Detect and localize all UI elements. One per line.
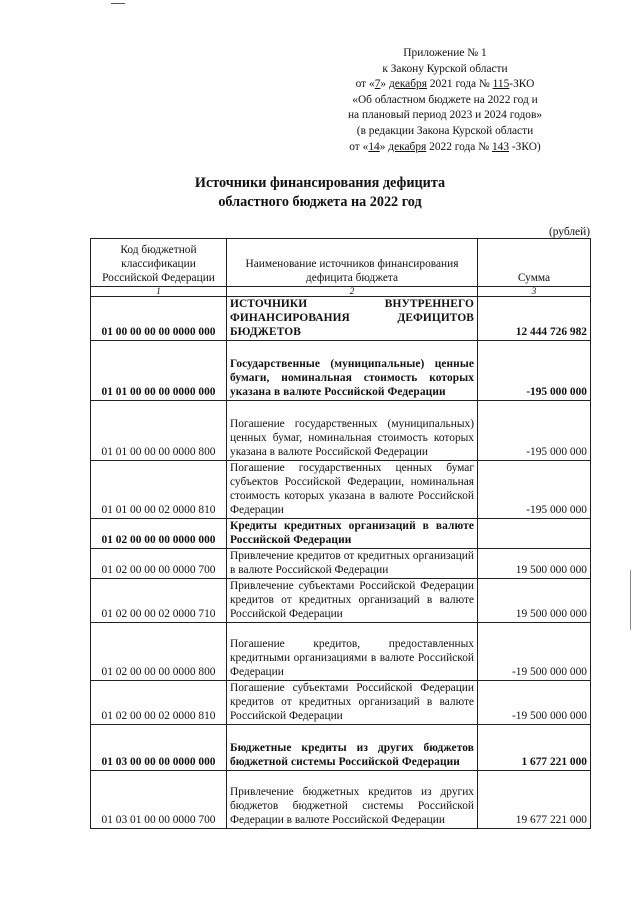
row-sum: 19 500 000 000 [478,579,591,623]
header-sum: Сумма [478,239,591,287]
row-sum: -19 500 000 000 [478,623,591,681]
row-code: 01 02 00 00 00 0000 800 [91,623,227,681]
date-year: 2022 года № [426,140,492,153]
row-name: Привлечение субъектами Российской Федерации кредитов от кредитных организаций в валюте Российской Федерации [227,579,478,623]
amend-day: 14 [368,140,380,153]
law-day: 7 [374,78,381,91]
table-row [91,681,591,725]
row-name: Погашение государственных (муниципальных) ценных бумаг, номинальная стоимость которых указана в валюте Российской Федерации [227,401,478,461]
date-sep: » [380,78,389,91]
row-name: ИСТОЧНИКИ ВНУТРЕННЕГО ФИНАНСИРОВАНИЯ ДЕФИЦИТОВ БЮДЖЕТОВ [227,297,478,341]
row-sum: -195 000 000 [478,341,591,401]
row-sum: 1 677 221 000 [478,725,591,771]
column-number-row [91,287,591,297]
row-code: 01 01 00 00 02 0000 810 [91,461,227,519]
units-label: (рублей) [548,226,590,238]
page-title [120,174,520,212]
table-row [91,549,591,579]
col-number: 1 [91,287,227,297]
date-prefix: от « [355,78,375,91]
appendix-line-3 [300,77,590,93]
title-line-1: Источники финансирования дефицита [194,175,446,191]
row-sum: 19 677 221 000 [478,771,591,829]
appendix-line-1: Приложение № 1 [403,47,487,59]
row-code: 01 02 00 00 00 0000 700 [91,549,227,579]
title-line-2: областного бюджета на 2022 год [218,194,422,210]
amend-month: декабря [388,140,427,153]
row-code: 01 00 00 00 00 0000 000 [91,297,227,341]
appendix-line-5: на плановый период 2023 и 2024 годов» [347,109,543,122]
row-code: 01 01 00 00 00 0000 000 [91,341,227,401]
row-code: 01 01 00 00 00 0000 800 [91,401,227,461]
row-code: 01 03 00 00 00 0000 000 [91,725,227,771]
appendix-block [300,46,590,155]
row-name: Привлечение бюджетных кредитов из других бюджетов бюджетной системы Российской Федерации в валюте Российской Федерации [227,771,478,829]
table-row [91,725,591,771]
row-code: 01 02 00 00 02 0000 810 [91,681,227,725]
date-sep: » [379,140,389,153]
row-code: 01 02 00 00 02 0000 710 [91,579,227,623]
table-row [91,297,591,341]
row-sum: 12 444 726 982 [478,297,591,341]
row-name: Погашение государственных ценных бумаг субъектов Российской Федерации, номинальная стоимость которых указана в валюте Российской Федерации [227,461,478,519]
col-number: 2 [227,287,478,297]
row-code: 01 02 00 00 00 0000 000 [91,519,227,549]
row-sum: -195 000 000 [478,461,591,519]
header-code: Код бюджетной классификации Российской Федерации [91,239,227,287]
row-name: Государственные (муниципальные) ценные бумаги, номинальная стоимость которых указана в валюте Российской Федерации [227,341,478,401]
table-row [91,519,591,549]
appendix-line-4: «Об областном бюджете на 2022 год и [352,93,538,106]
scan-mark [111,3,125,4]
appendix-line-2: к Закону Курской области [382,62,508,75]
row-sum: -195 000 000 [478,401,591,461]
law-number: 115 [492,78,510,91]
row-code: 01 03 01 00 00 0000 700 [91,771,227,829]
date-year: 2021 года № [426,78,493,91]
table-row [91,579,591,623]
table-row [91,771,591,829]
law-month: декабря [388,78,427,91]
table-row [91,341,591,401]
amend-number: 143 [491,140,510,153]
row-name: Погашение кредитов, предоставленных кредитными организациями в валюте Российской Федерации [227,623,478,681]
row-name: Погашение субъектами Российской Федерации кредитов от кредитных организаций в валюте Российской Федерации [227,681,478,725]
table-row [91,401,591,461]
table-header-row [91,239,591,287]
row-sum [478,519,591,549]
row-name: Кредиты кредитных организаций в валюте Российской Федерации [227,519,478,549]
scan-edge-mark [630,570,631,630]
table-row [91,461,591,519]
appendix-line-7 [300,140,590,156]
row-name: Привлечение кредитов от кредитных организаций в валюте Российской Федерации [227,549,478,579]
law-suffix: -ЗКО [509,78,535,91]
row-sum: 19 500 000 000 [478,549,591,579]
amend-suffix: -ЗКО) [509,140,541,153]
table-row [91,623,591,681]
row-name: Бюджетные кредиты из других бюджетов бюджетной системы Российской Федерации [227,725,478,771]
appendix-line-6: (в редакции Закона Курской области [356,124,534,137]
col-number: 3 [478,287,591,297]
date-prefix: от « [349,140,369,153]
header-name: Наименование источников финансирования дефицита бюджета [227,239,478,287]
budget-sources-table [90,238,591,829]
row-sum: -19 500 000 000 [478,681,591,725]
